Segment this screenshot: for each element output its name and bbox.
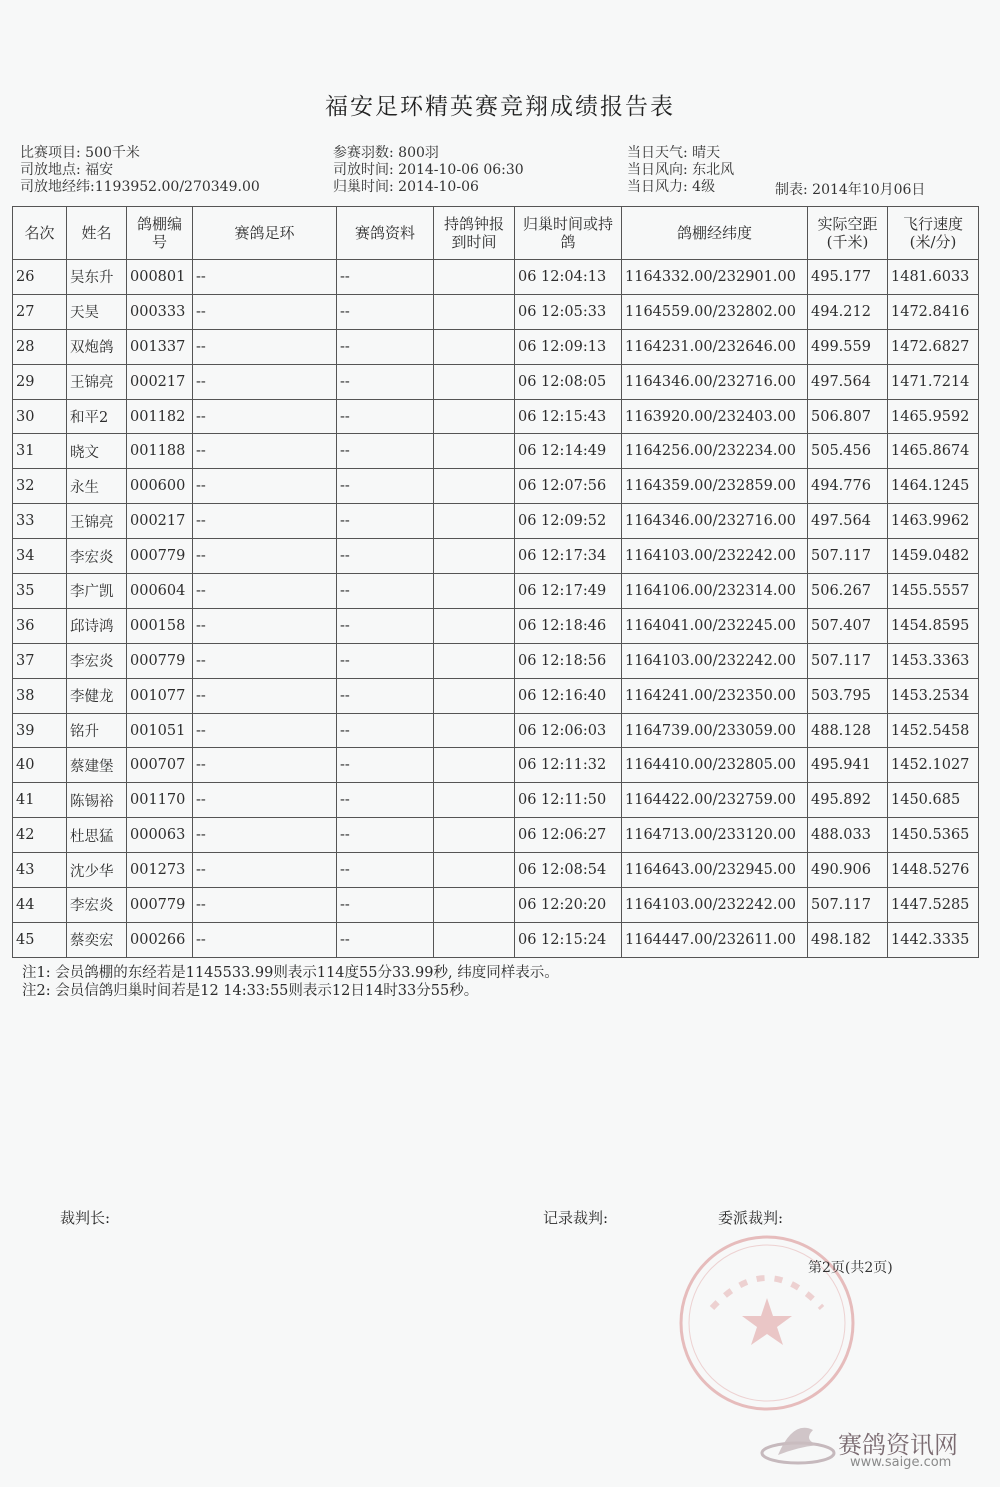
coords-cell: 1164346.00/232716.00 bbox=[622, 504, 808, 539]
name-cell: 永生 bbox=[67, 469, 127, 504]
page-number: 第2页(共2页) bbox=[808, 1260, 893, 1276]
table-row bbox=[13, 469, 979, 504]
coords-cell: 1164739.00/233059.00 bbox=[622, 713, 808, 748]
arrival-cell: 06 12:18:56 bbox=[515, 643, 622, 678]
speed-cell: 1452.5458 bbox=[888, 713, 979, 748]
clock-time-cell bbox=[434, 608, 515, 643]
made-date-field: 制表: 2014年10月06日 bbox=[775, 182, 926, 198]
arrival-cell: 06 12:16:40 bbox=[515, 678, 622, 713]
arrival-cell: 06 12:07:56 bbox=[515, 469, 622, 504]
table-row bbox=[13, 329, 979, 364]
loft-id-cell: 001188 bbox=[127, 434, 193, 469]
distance-cell: 507.407 bbox=[808, 608, 888, 643]
ring-cell: -- bbox=[193, 574, 337, 609]
name-cell: 李宏炎 bbox=[67, 643, 127, 678]
note-1: 注1: 会员鸽棚的东经若是1145533.99则表示114度55分33.99秒, 纬度同样表示。 bbox=[22, 965, 559, 981]
loft-id-cell: 000333 bbox=[127, 294, 193, 329]
loft-id-cell: 000266 bbox=[127, 922, 193, 957]
speed-cell: 1450.5365 bbox=[888, 818, 979, 853]
ring-cell: -- bbox=[193, 399, 337, 434]
rank-cell: 42 bbox=[13, 818, 67, 853]
notes bbox=[22, 965, 559, 1001]
table-row bbox=[13, 294, 979, 329]
rank-cell: 37 bbox=[13, 643, 67, 678]
loft-id-cell: 000217 bbox=[127, 504, 193, 539]
clock-time-cell bbox=[434, 853, 515, 888]
watermark-url: www.saige.com bbox=[850, 1455, 952, 1470]
coords-cell: 1164241.00/232350.00 bbox=[622, 678, 808, 713]
distance-cell: 506.807 bbox=[808, 399, 888, 434]
speed-cell: 1455.5557 bbox=[888, 574, 979, 609]
pigeon-info-cell: -- bbox=[337, 643, 434, 678]
distance-cell: 498.182 bbox=[808, 922, 888, 957]
rank-cell: 38 bbox=[13, 678, 67, 713]
rank-cell: 44 bbox=[13, 888, 67, 923]
distance-cell: 495.177 bbox=[808, 260, 888, 295]
loft-id-cell: 000779 bbox=[127, 888, 193, 923]
speed-cell: 1465.8674 bbox=[888, 434, 979, 469]
ring-cell: -- bbox=[193, 678, 337, 713]
coords-cell: 1164447.00/232611.00 bbox=[622, 922, 808, 957]
clock-time-cell bbox=[434, 888, 515, 923]
speed-cell: 1447.5285 bbox=[888, 888, 979, 923]
ring-cell: -- bbox=[193, 888, 337, 923]
table-row bbox=[13, 922, 979, 957]
clock-time-cell bbox=[434, 364, 515, 399]
clock-time-cell bbox=[434, 748, 515, 783]
name-cell: 李宏炎 bbox=[67, 888, 127, 923]
coords-cell: 1164410.00/232805.00 bbox=[622, 748, 808, 783]
loft-id-cell: 001051 bbox=[127, 713, 193, 748]
speed-cell: 1450.685 bbox=[888, 783, 979, 818]
header-speed: 飞行速度(米/分) bbox=[888, 207, 979, 260]
rank-cell: 26 bbox=[13, 260, 67, 295]
rank-cell: 33 bbox=[13, 504, 67, 539]
table-header-row bbox=[13, 207, 979, 260]
table-row bbox=[13, 608, 979, 643]
arrival-cell: 06 12:09:13 bbox=[515, 329, 622, 364]
pigeon-info-cell: -- bbox=[337, 713, 434, 748]
clock-time-cell bbox=[434, 260, 515, 295]
arrival-cell: 06 12:14:49 bbox=[515, 434, 622, 469]
arrival-cell: 06 12:17:49 bbox=[515, 574, 622, 609]
header-coords: 鸽棚经纬度 bbox=[622, 207, 808, 260]
results-table bbox=[12, 206, 979, 958]
table-row bbox=[13, 888, 979, 923]
pigeon-info-cell: -- bbox=[337, 783, 434, 818]
clock-time-cell bbox=[434, 922, 515, 957]
name-cell: 杜思猛 bbox=[67, 818, 127, 853]
header-arrival: 归巢时间或持鸽 bbox=[515, 207, 622, 260]
pigeon-info-cell: -- bbox=[337, 678, 434, 713]
event-field: 比赛项目: 500千米 bbox=[20, 145, 140, 161]
rank-cell: 41 bbox=[13, 783, 67, 818]
pigeon-info-cell: -- bbox=[337, 608, 434, 643]
clock-time-cell bbox=[434, 399, 515, 434]
header-name: 姓名 bbox=[67, 207, 127, 260]
rank-cell: 40 bbox=[13, 748, 67, 783]
coords-cell: 1164041.00/232245.00 bbox=[622, 608, 808, 643]
distance-cell: 488.128 bbox=[808, 713, 888, 748]
loft-id-cell: 000779 bbox=[127, 539, 193, 574]
header-ring: 赛鸽足环 bbox=[193, 207, 337, 260]
speed-cell: 1452.1027 bbox=[888, 748, 979, 783]
pigeon-info-cell: -- bbox=[337, 260, 434, 295]
speed-cell: 1463.9962 bbox=[888, 504, 979, 539]
rank-cell: 43 bbox=[13, 853, 67, 888]
loft-id-cell: 000600 bbox=[127, 469, 193, 504]
ring-cell: -- bbox=[193, 922, 337, 957]
info-column-1 bbox=[20, 145, 260, 196]
table-row bbox=[13, 783, 979, 818]
clock-time-cell bbox=[434, 434, 515, 469]
ring-cell: -- bbox=[193, 608, 337, 643]
pigeon-info-cell: -- bbox=[337, 818, 434, 853]
speed-cell: 1472.8416 bbox=[888, 294, 979, 329]
ring-cell: -- bbox=[193, 853, 337, 888]
table-row bbox=[13, 713, 979, 748]
ring-cell: -- bbox=[193, 364, 337, 399]
name-cell: 李宏炎 bbox=[67, 539, 127, 574]
header-clock-time: 持鸽钟报到时间 bbox=[434, 207, 515, 260]
table-row bbox=[13, 399, 979, 434]
table-row bbox=[13, 364, 979, 399]
clock-time-cell bbox=[434, 539, 515, 574]
release-coords-field: 司放地经纬:1193952.00/270349.00 bbox=[20, 179, 260, 195]
name-cell: 吴东升 bbox=[67, 260, 127, 295]
coords-cell: 1164231.00/232646.00 bbox=[622, 329, 808, 364]
ring-cell: -- bbox=[193, 713, 337, 748]
distance-cell: 497.564 bbox=[808, 504, 888, 539]
distance-cell: 505.456 bbox=[808, 434, 888, 469]
name-cell: 陈锡裕 bbox=[67, 783, 127, 818]
distance-cell: 494.212 bbox=[808, 294, 888, 329]
distance-cell: 497.564 bbox=[808, 364, 888, 399]
distance-cell: 488.033 bbox=[808, 818, 888, 853]
ring-cell: -- bbox=[193, 260, 337, 295]
clock-time-cell bbox=[434, 818, 515, 853]
header-loft-id: 鸽棚编号 bbox=[127, 207, 193, 260]
clock-time-cell bbox=[434, 469, 515, 504]
ring-cell: -- bbox=[193, 434, 337, 469]
rank-cell: 45 bbox=[13, 922, 67, 957]
loft-id-cell: 000779 bbox=[127, 643, 193, 678]
name-cell: 蔡奕宏 bbox=[67, 922, 127, 957]
clock-time-cell bbox=[434, 678, 515, 713]
loft-id-cell: 001077 bbox=[127, 678, 193, 713]
clock-time-cell bbox=[434, 504, 515, 539]
table-row bbox=[13, 434, 979, 469]
ring-cell: -- bbox=[193, 504, 337, 539]
table-row bbox=[13, 260, 979, 295]
distance-cell: 507.117 bbox=[808, 539, 888, 574]
release-place-field: 司放地点: 福安 bbox=[20, 162, 114, 178]
pigeon-info-cell: -- bbox=[337, 853, 434, 888]
loft-id-cell: 001182 bbox=[127, 399, 193, 434]
arrival-cell: 06 12:06:03 bbox=[515, 713, 622, 748]
clock-time-cell bbox=[434, 294, 515, 329]
pigeon-info-cell: -- bbox=[337, 504, 434, 539]
speed-cell: 1442.3335 bbox=[888, 922, 979, 957]
name-cell: 双炮鸽 bbox=[67, 329, 127, 364]
name-cell: 王锦亮 bbox=[67, 504, 127, 539]
table-row bbox=[13, 748, 979, 783]
table-row bbox=[13, 539, 979, 574]
distance-cell: 507.117 bbox=[808, 643, 888, 678]
pigeon-info-cell: -- bbox=[337, 364, 434, 399]
speed-cell: 1481.6033 bbox=[888, 260, 979, 295]
speed-cell: 1454.8595 bbox=[888, 608, 979, 643]
arrival-cell: 06 12:20:20 bbox=[515, 888, 622, 923]
ring-cell: -- bbox=[193, 539, 337, 574]
coords-cell: 1164713.00/233120.00 bbox=[622, 818, 808, 853]
coords-cell: 1164332.00/232901.00 bbox=[622, 260, 808, 295]
name-cell: 王锦亮 bbox=[67, 364, 127, 399]
speed-cell: 1464.1245 bbox=[888, 469, 979, 504]
arrival-cell: 06 12:18:46 bbox=[515, 608, 622, 643]
pigeon-info-cell: -- bbox=[337, 294, 434, 329]
pigeon-info-cell: -- bbox=[337, 539, 434, 574]
wind-force-field: 当日风力: 4级 bbox=[627, 179, 716, 195]
clock-time-cell bbox=[434, 783, 515, 818]
ring-cell: -- bbox=[193, 469, 337, 504]
table-row bbox=[13, 853, 979, 888]
name-cell: 李健龙 bbox=[67, 678, 127, 713]
coords-cell: 1164422.00/232759.00 bbox=[622, 783, 808, 818]
watermark-text: 赛鸽资讯网 bbox=[838, 1431, 958, 1459]
weather-field: 当日天气: 晴天 bbox=[627, 145, 721, 161]
arrival-cell: 06 12:11:50 bbox=[515, 783, 622, 818]
name-cell: 铭升 bbox=[67, 713, 127, 748]
loft-id-cell: 000217 bbox=[127, 364, 193, 399]
speed-cell: 1471.7214 bbox=[888, 364, 979, 399]
loft-id-cell: 000158 bbox=[127, 608, 193, 643]
speed-cell: 1472.6827 bbox=[888, 329, 979, 364]
name-cell: 晓文 bbox=[67, 434, 127, 469]
arrival-cell: 06 12:11:32 bbox=[515, 748, 622, 783]
arrival-cell: 06 12:05:33 bbox=[515, 294, 622, 329]
coords-cell: 1164103.00/232242.00 bbox=[622, 643, 808, 678]
distance-cell: 499.559 bbox=[808, 329, 888, 364]
name-cell: 天昊 bbox=[67, 294, 127, 329]
coords-cell: 1163920.00/232403.00 bbox=[622, 399, 808, 434]
ring-cell: -- bbox=[193, 643, 337, 678]
distance-cell: 506.267 bbox=[808, 574, 888, 609]
name-cell: 李广凯 bbox=[67, 574, 127, 609]
table-row bbox=[13, 504, 979, 539]
coords-cell: 1164559.00/232802.00 bbox=[622, 294, 808, 329]
coords-cell: 1164359.00/232859.00 bbox=[622, 469, 808, 504]
loft-id-cell: 001273 bbox=[127, 853, 193, 888]
clock-time-cell bbox=[434, 329, 515, 364]
name-cell: 沈少华 bbox=[67, 853, 127, 888]
arrival-cell: 06 12:06:27 bbox=[515, 818, 622, 853]
table-row bbox=[13, 643, 979, 678]
arrival-cell: 06 12:04:13 bbox=[515, 260, 622, 295]
return-time-field: 归巢时间: 2014-10-06 bbox=[333, 179, 479, 195]
name-cell: 蔡建堡 bbox=[67, 748, 127, 783]
pigeon-info-cell: -- bbox=[337, 922, 434, 957]
recorder-referee-label: 记录裁判: bbox=[543, 1209, 609, 1227]
rank-cell: 31 bbox=[13, 434, 67, 469]
speed-cell: 1453.2534 bbox=[888, 678, 979, 713]
entries-field: 参赛羽数: 800羽 bbox=[333, 145, 439, 161]
rank-cell: 28 bbox=[13, 329, 67, 364]
appointed-referee-label: 委派裁判: bbox=[718, 1209, 784, 1227]
pigeon-info-cell: -- bbox=[337, 469, 434, 504]
arrival-cell: 06 12:09:52 bbox=[515, 504, 622, 539]
ring-cell: -- bbox=[193, 818, 337, 853]
arrival-cell: 06 12:08:54 bbox=[515, 853, 622, 888]
distance-cell: 495.941 bbox=[808, 748, 888, 783]
pigeon-info-cell: -- bbox=[337, 434, 434, 469]
clock-time-cell bbox=[434, 713, 515, 748]
arrival-cell: 06 12:15:24 bbox=[515, 922, 622, 957]
clock-time-cell bbox=[434, 643, 515, 678]
loft-id-cell: 001170 bbox=[127, 783, 193, 818]
coords-cell: 1164256.00/232234.00 bbox=[622, 434, 808, 469]
rank-cell: 27 bbox=[13, 294, 67, 329]
rank-cell: 36 bbox=[13, 608, 67, 643]
distance-cell: 494.776 bbox=[808, 469, 888, 504]
rank-cell: 32 bbox=[13, 469, 67, 504]
loft-id-cell: 000801 bbox=[127, 260, 193, 295]
distance-cell: 507.117 bbox=[808, 888, 888, 923]
ring-cell: -- bbox=[193, 294, 337, 329]
header-pigeon-info: 赛鸽资料 bbox=[337, 207, 434, 260]
pigeon-info-cell: -- bbox=[337, 574, 434, 609]
pigeon-info-cell: -- bbox=[337, 748, 434, 783]
coords-cell: 1164103.00/232242.00 bbox=[622, 888, 808, 923]
speed-cell: 1465.9592 bbox=[888, 399, 979, 434]
distance-cell: 490.906 bbox=[808, 853, 888, 888]
chief-referee-label: 裁判长: bbox=[60, 1209, 111, 1227]
rank-cell: 34 bbox=[13, 539, 67, 574]
table-row bbox=[13, 678, 979, 713]
rank-cell: 39 bbox=[13, 713, 67, 748]
wind-direction-field: 当日风向: 东北风 bbox=[627, 162, 735, 178]
name-cell: 邱诗鸿 bbox=[67, 608, 127, 643]
note-2: 注2: 会员信鸽归巢时间若是12 14:33:55则表示12日14时33分55秒。 bbox=[22, 983, 479, 999]
page-title: 福安足环精英赛竞翔成绩报告表 bbox=[325, 94, 675, 120]
loft-id-cell: 001337 bbox=[127, 329, 193, 364]
ring-cell: -- bbox=[193, 329, 337, 364]
distance-cell: 503.795 bbox=[808, 678, 888, 713]
arrival-cell: 06 12:17:34 bbox=[515, 539, 622, 574]
coords-cell: 1164643.00/232945.00 bbox=[622, 853, 808, 888]
pigeon-info-cell: -- bbox=[337, 399, 434, 434]
rank-cell: 29 bbox=[13, 364, 67, 399]
ring-cell: -- bbox=[193, 748, 337, 783]
ring-cell: -- bbox=[193, 783, 337, 818]
arrival-cell: 06 12:08:05 bbox=[515, 364, 622, 399]
rank-cell: 30 bbox=[13, 399, 67, 434]
clock-time-cell bbox=[434, 574, 515, 609]
coords-cell: 1164106.00/232314.00 bbox=[622, 574, 808, 609]
release-time-field: 司放时间: 2014-10-06 06:30 bbox=[333, 162, 524, 178]
distance-cell: 495.892 bbox=[808, 783, 888, 818]
speed-cell: 1453.3363 bbox=[888, 643, 979, 678]
coords-cell: 1164103.00/232242.00 bbox=[622, 539, 808, 574]
pigeon-info-cell: -- bbox=[337, 329, 434, 364]
header-distance: 实际空距(千米) bbox=[808, 207, 888, 260]
name-cell: 和平2 bbox=[67, 399, 127, 434]
loft-id-cell: 000604 bbox=[127, 574, 193, 609]
rank-cell: 35 bbox=[13, 574, 67, 609]
info-column-3 bbox=[627, 145, 734, 196]
header-rank: 名次 bbox=[13, 207, 67, 260]
coords-cell: 1164346.00/232716.00 bbox=[622, 364, 808, 399]
loft-id-cell: 000707 bbox=[127, 748, 193, 783]
pigeon-info-cell: -- bbox=[337, 888, 434, 923]
table-row bbox=[13, 574, 979, 609]
info-column-2 bbox=[333, 145, 524, 196]
table-row bbox=[13, 818, 979, 853]
speed-cell: 1448.5276 bbox=[888, 853, 979, 888]
speed-cell: 1459.0482 bbox=[888, 539, 979, 574]
arrival-cell: 06 12:15:43 bbox=[515, 399, 622, 434]
loft-id-cell: 000063 bbox=[127, 818, 193, 853]
